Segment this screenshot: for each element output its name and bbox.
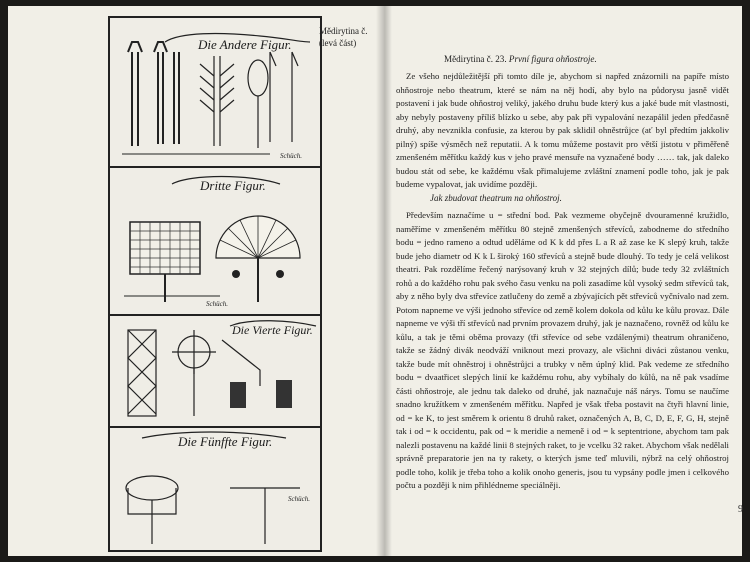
page-number: 9 — [738, 504, 743, 515]
figure-panel-5 — [110, 428, 320, 548]
figure-title-3: Dritte Figur. — [200, 178, 266, 193]
engraving-figure-5 — [110, 428, 320, 548]
paragraph-2-text: Především naznačíme u = střední bod. Pak vezmeme obyčejně dvouramenné kružidlo, naměříme v zmenšeném měřítku 80 stejně zmenšených střevíců, zabodneme do středního bodu = jedno rameno a odtud uděláme od K k dd přes L a R až zase ke K slepý kruh, takže bude jeho diametr od K k L široký 160 střevíců a stejně bude dlouhý. To tedy je celá velikost theatri. Pak rozdělíme řečený narýsovaný kruh v 32 stejných dílů; bude tedy 32 zvláštních rohů a do každého rohu pak svého času venku na poli zasadíme kůl vysoký sedm střevíců tak, aby z něho byly dva střevíce zatlučeny do země a zbývajících pět střevíců vyčnívalo nad zem. Potom napneme ve výši jednoho střevíce od země kolem dokola od kůlu ke kůlu provaz. Dále napneme ve výši tří střevíců nad prvním provazem druhý, jak je naznačeno, rovněž od kůlu ke kůlu, a tak je těmi oběma provazy (tři střevíce od sebe vzdálenými) theatrum ohraničeno, takže se žádný divák neodváží vniknout mezi provazy, ale všichni diváci zůstanou venku, takže bude mít ohněstroj i ohněstrůjci a trubky v něm úplný klid. Pak vedeme ze středního bodu = dvaatřicet slepých linií ke každému rohu, aby vybíhaly do kůlů, na ně pak vsadíme části ohňostroje, ale jednu tak daleko od druhé, jak naznačuje náš nárys. Tomu se naučíme snadno kružítkem v zmenšeném měřítku. Napřed je však třeba postavit na čtyři hlavní linie, od = ke K, to jest směrem k orientu 8 druhů raket, označených A, B, C, D, E, F, G, H, stejně tak i od = k occidentu, pak od = k meridie a nemeně i od = k septentrione, abychom tam pak nalezli postavenu na každé linii 8 stejných raket, to je vcelku 32 raket. Abychom však nedělali správně preparatorie jen na ty rakety, o kterých jsme teď mluvili, nýbrž na celý ohňostroj podle toho, kolik je třeba toho a kolik onoho generis, jsou tu vypsány podle jmen i celkového počtu a později k nim přihlédneme speciálněji. — [396, 210, 729, 490]
caption-line-2: (levá část) — [319, 38, 357, 48]
engraving-figure-4 — [110, 316, 320, 426]
figure-panel-3 — [110, 168, 320, 316]
scale-label-3: Schüch. — [288, 495, 310, 503]
book-spread — [8, 6, 742, 556]
scale-label-1: Schüch. — [280, 152, 302, 160]
plate-caption — [319, 25, 368, 49]
book-gutter — [376, 6, 392, 556]
plate-title — [444, 54, 597, 64]
paragraph-2 — [396, 209, 729, 493]
right-page — [382, 6, 742, 556]
left-page — [8, 6, 382, 556]
paragraph-1 — [396, 70, 729, 192]
figure-title-4: Die Vierte Figur. — [232, 323, 313, 337]
paragraph-1-text: Ze všeho nejdůležitější při tomto díle je, abychom si napřed znázornili na papíře místo ohňostroje nebo theatrum, které se nám na něj hodí, aby bylo na půdorysu jasně vidět postavení i jak bude ohňostroj veliký, jakého druhu bude který kus a jaké bude mít vlastnosti, aby nebyly postaveny příliš blízko u sebe, aby pak při vypalování nezapálil jeden předčasně druhý, aby nevznikla confusie, za kterou by pak sklidil ohněstrůjce (ať byl předtím jakkoliv pilný) spíše výsměch než reputatii. A k tomu můžeme postavit pro větší jistotu v přiměřeně zmenšeném měřítku každý kus v jeho pravé mensuře na vyznačené body …… tak, jak daleko budou stát od sebe, ke každému však přimalujeme zvláštní znamení podle toho, jak je pak budeme vypalovat, jak uvidíme později. — [396, 71, 729, 189]
subheading: Jak zbudovat theatrum na ohňostroj. — [430, 193, 562, 203]
figure-panel-4 — [110, 316, 320, 428]
figure-title-2: Die Andere Figur. — [198, 37, 292, 52]
plate-title-italic: První figura ohňostroje. — [508, 54, 597, 64]
scale-label-2: Schüch. — [206, 300, 228, 308]
engraving-figure-3 — [110, 168, 320, 314]
caption-line-1: Mědirytina č. — [319, 26, 368, 36]
figure-title-5: Die Fünffte Figur. — [178, 434, 273, 449]
plate-title-prefix: Mědirytina č. 23. — [444, 54, 507, 64]
engraving-plate — [108, 16, 322, 552]
figure-panel-2 — [110, 18, 320, 168]
engraving-figure-2 — [110, 18, 320, 166]
